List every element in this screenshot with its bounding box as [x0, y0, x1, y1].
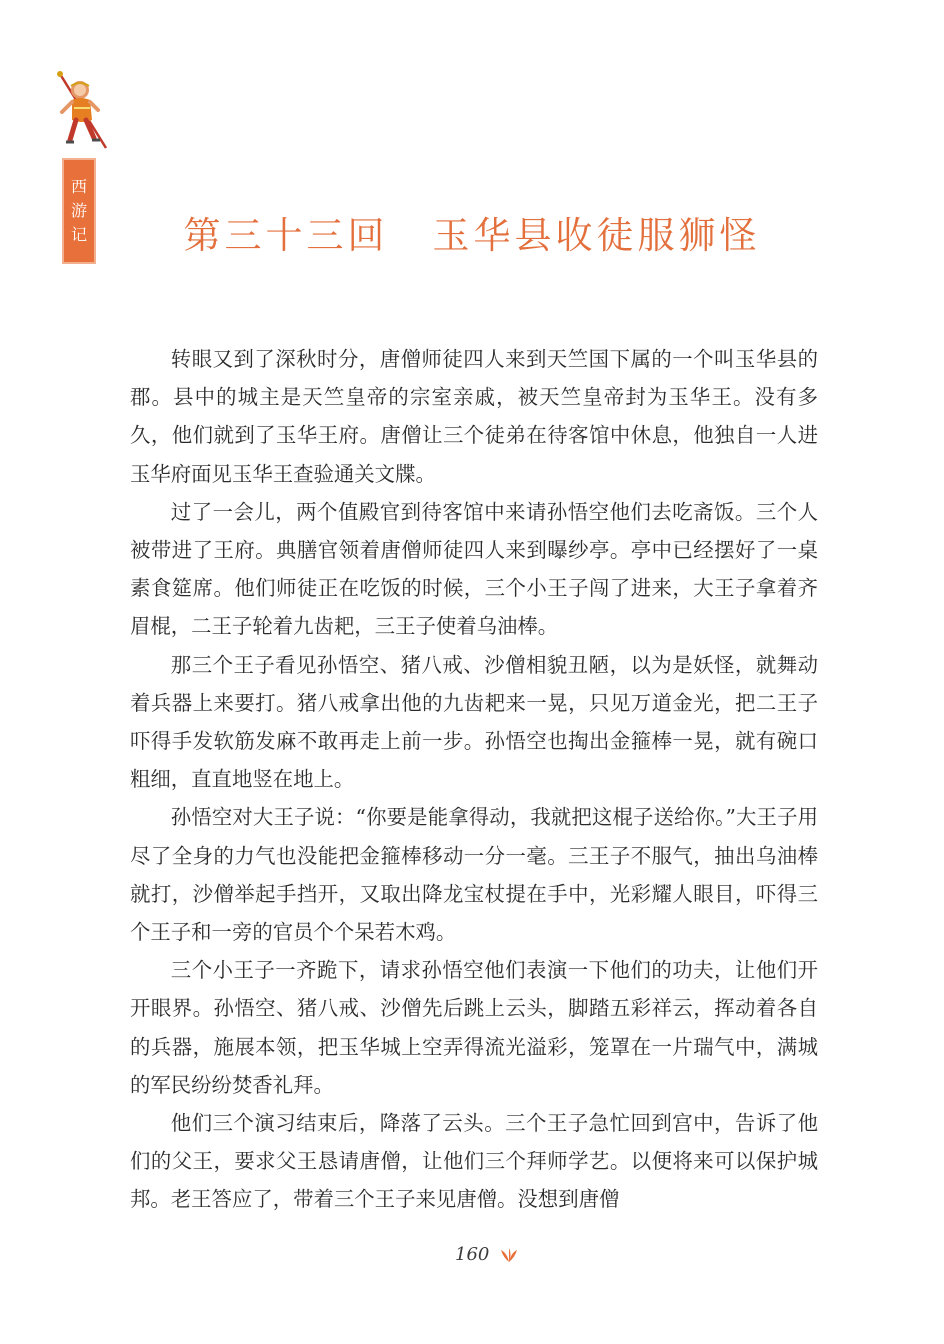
chapter-number: 第三十三回 [183, 214, 389, 257]
leaf-ornament-icon [499, 1247, 519, 1263]
paragraph: 三个小王子一齐跪下，请求孙悟空他们表演一下他们的功夫，让他们开开眼界。孙悟空、猪八戒、沙僧先后跳上云头，脚踏五彩祥云，挥动着各自的兵器，施展本领，把玉华城上空弄得流光溢彩，笼罩在一片瑞气中，满城的军民纷纷焚香礼拜。 [130, 958, 818, 1097]
monkey-king-illustration-icon [52, 68, 116, 156]
paragraph: 过了一会儿，两个值殿官到待客馆中来请孙悟空他们去吃斋饭。三个人被带进了王府。典膳官领着唐僧师徒四人来到曝纱亭。亭中已经摆好了一桌素食筵席。他们师徒正在吃饭的时候，三个小王子闯了进来，大王子拿着齐眉棍，二王子轮着九齿耙，三王子使着乌油棒。 [130, 499, 818, 639]
paragraph: 那三个王子看见孙悟空、猪八戒、沙僧相貌丑陋，以为是妖怪，就舞动着兵器上来要打。猪八戒拿出他的九齿耙来一晃，只见万道金光，把二王子吓得手发软筋发麻不敢再走上前一步。孙悟空也掏出金箍棒一晃，就有碗口粗细，直直地竖在地上。 [130, 652, 818, 792]
page-number: 160 [455, 1244, 490, 1265]
book-title-char: 记 [70, 225, 87, 244]
paragraph: 转眼又到了深秋时分，唐僧师徒四人来到天竺国下属的一个叫玉华县的郡。县中的城主是天竺皇帝的宗室亲戚，被天竺皇帝封为玉华王。没有多久，他们就到了玉华王府。唐僧让三个徒弟在待客馆中休息，他独自一人进玉华府面见玉华王查验通关文牒。 [130, 347, 818, 486]
chapter-body [130, 340, 818, 1219]
paragraph: 孙悟空对大王子说：“你要是能拿得动，我就把这棍子送给你。”大王子用尽了全身的力气也没能把金箍棒移动一分一毫。三王子不服气，抽出乌油棒就打，沙僧举起手挡开，又取出降龙宝杖提在手中，光彩耀人眼目，吓得三个王子和一旁的官员个个呆若木鸡。 [130, 805, 818, 945]
book-title-char: 游 [70, 201, 87, 220]
chapter-title [0, 205, 944, 259]
chapter-name: 玉华县收徒服狮怪 [432, 214, 761, 257]
book-title-char: 西 [70, 177, 87, 196]
paragraph: 他们三个演习结束后，降落了云头。三个王子急忙回到宫中，告诉了他们的父王，要求父王恳请唐僧，让他们三个拜师学艺。以便将来可以保护城邦。老王答应了，带着三个王子来见唐僧。没想到唐僧 [130, 1111, 818, 1212]
